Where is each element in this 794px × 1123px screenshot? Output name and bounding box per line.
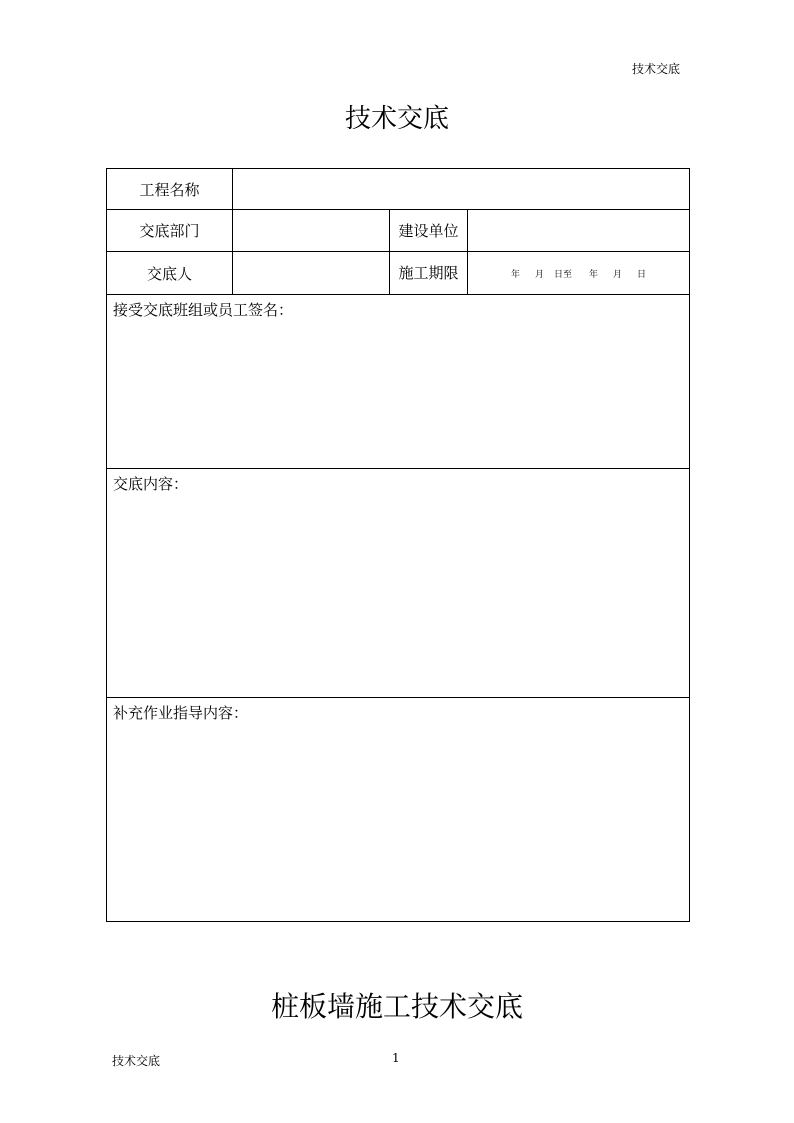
supplement-cell — [107, 698, 690, 922]
form-row-discloser — [107, 252, 690, 295]
date-day-end: 日 — [637, 269, 647, 280]
page-header-text: 技术交底 — [631, 62, 680, 76]
form-row-content — [107, 469, 690, 698]
discloser-value — [233, 252, 390, 295]
discloser-label: 交底人 — [107, 252, 233, 295]
department-value — [233, 210, 390, 252]
signatures-label: 接受交底班组或员工签名： — [113, 301, 294, 319]
disclosure-form-table — [106, 168, 690, 922]
construction-period-dates — [468, 252, 690, 295]
page-number: 1 — [392, 1051, 400, 1065]
document-subtitle: 桩板墙施工技术交底 — [270, 990, 523, 1023]
content-cell — [107, 469, 690, 698]
department-label: 交底部门 — [107, 210, 233, 252]
date-year-start: 年 — [510, 269, 520, 280]
date-month-start: 月 — [534, 269, 544, 280]
form-row-department — [107, 210, 690, 252]
construction-unit-label: 建设单位 — [390, 210, 468, 252]
date-month-end: 月 — [613, 269, 623, 280]
supplement-label: 补充作业指导内容： — [113, 704, 249, 722]
form-row-project-name — [107, 169, 690, 210]
project-name-label: 工程名称 — [107, 169, 233, 210]
page-footer-text: 技术交底 — [112, 1054, 161, 1068]
form-row-supplement — [107, 698, 690, 922]
construction-unit-value — [468, 210, 690, 252]
date-day-start: 日至 — [553, 269, 572, 280]
form-row-signatures — [107, 295, 690, 469]
content-label: 交底内容： — [113, 475, 189, 493]
construction-period-label: 施工期限 — [390, 252, 468, 295]
project-name-value — [233, 169, 690, 210]
date-year-end: 年 — [589, 269, 599, 280]
signatures-cell — [107, 295, 690, 469]
document-title: 技术交底 — [344, 104, 449, 134]
